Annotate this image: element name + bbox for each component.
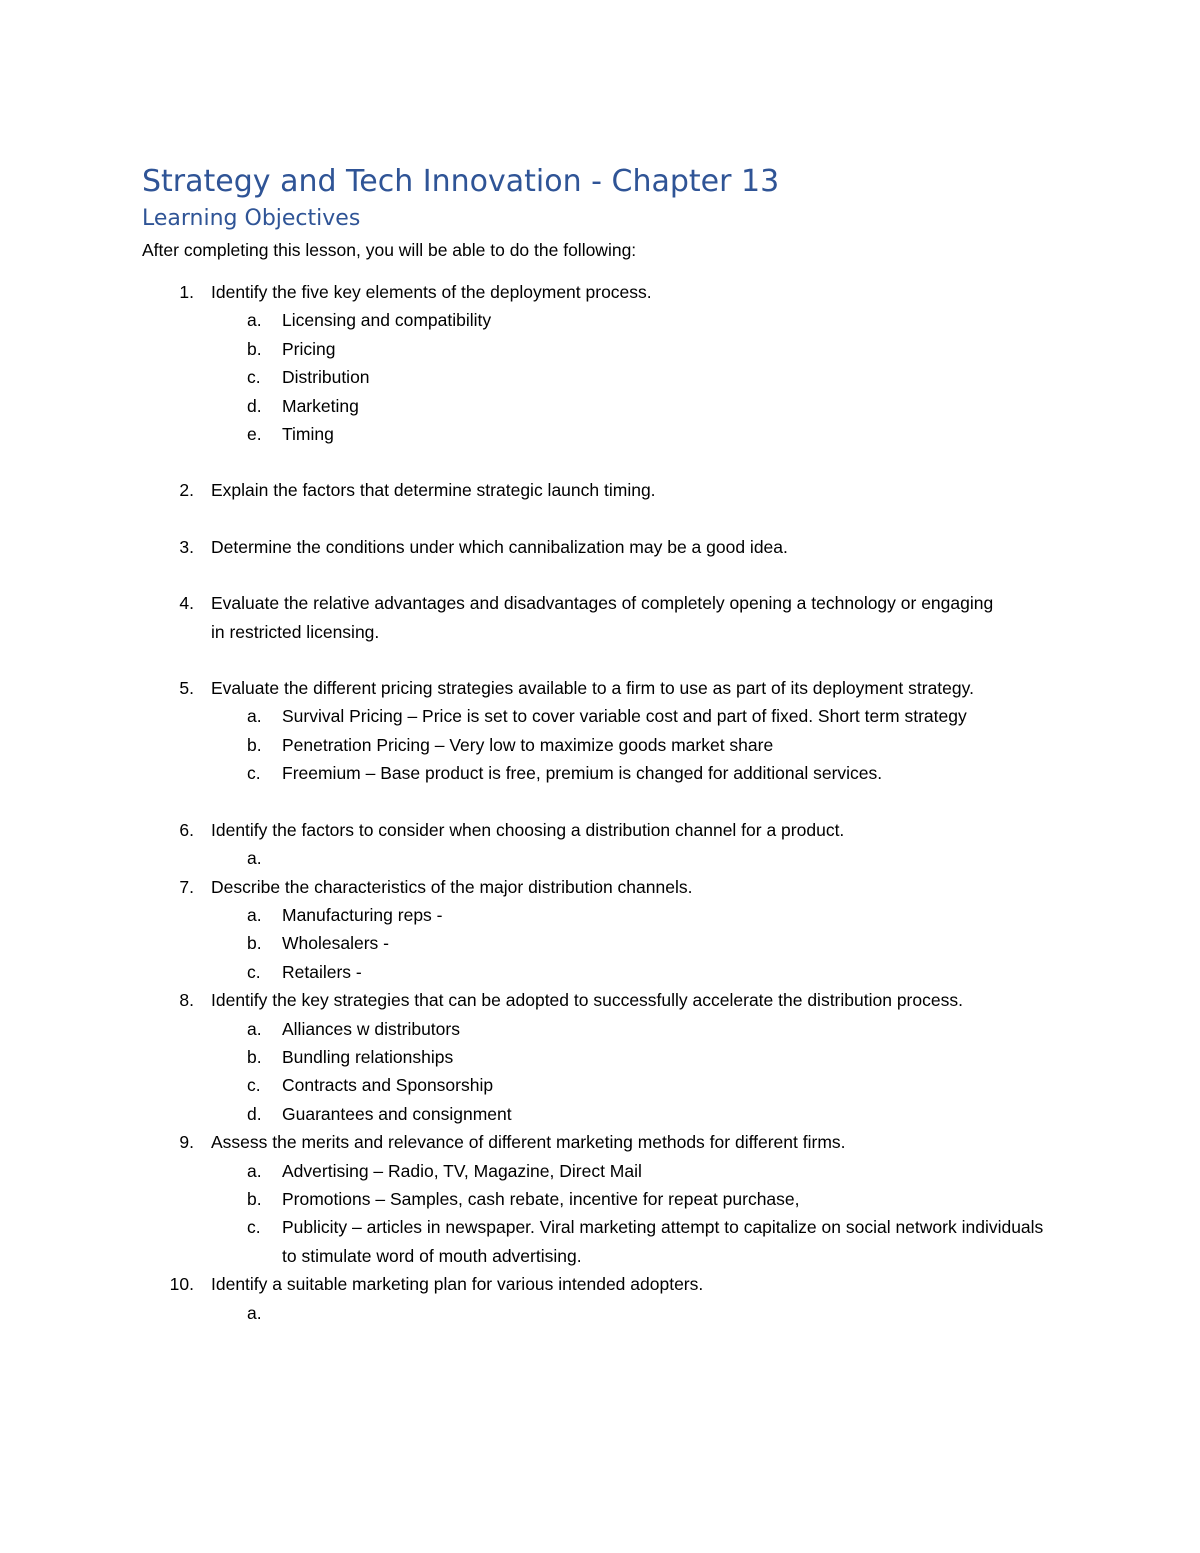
objective-text: Assess the merits and relevance of different marketing methods for different firms. — [211, 1132, 846, 1153]
objective-text: Explain the factors that determine strategic launch timing. — [211, 480, 656, 501]
sub-item — [142, 306, 1062, 334]
sub-text: Marketing — [282, 395, 359, 416]
sub-text: Contracts and Sponsorship — [282, 1075, 494, 1096]
sub-text: Distribution — [282, 367, 370, 388]
sub-item — [142, 363, 1062, 391]
sub-item — [142, 929, 1062, 957]
objective-item-8 — [142, 986, 1062, 1128]
sub-text: Penetration Pricing – Very low to maximize goods market share — [282, 734, 774, 755]
sub-text: Licensing and compatibility — [282, 310, 492, 331]
sub-item — [142, 1299, 1062, 1327]
objective-text: Describe the characteristics of the major distribution channels. — [211, 876, 693, 897]
sub-item — [142, 1213, 1062, 1270]
sub-letter: b. — [247, 1046, 262, 1067]
sub-letter: a. — [247, 1302, 262, 1323]
objective-text: Identify the factors to consider when choosing a distribution channel for a product. — [211, 819, 845, 840]
objective-number: 1. — [179, 282, 194, 302]
sub-text: Bundling relationships — [282, 1046, 454, 1067]
objective-item-5 — [142, 674, 1062, 788]
objective-number: 8. — [179, 990, 194, 1011]
sub-letter: a. — [247, 1160, 262, 1181]
sub-text: Wholesalers - — [282, 933, 389, 954]
objective-item-4 — [142, 589, 1062, 646]
objective-number: 4. — [179, 593, 194, 614]
sub-text: Alliances w distributors — [282, 1018, 460, 1039]
sub-list — [142, 702, 1062, 787]
sub-item — [142, 702, 1062, 730]
intro-text: After completing this lesson, you will be able to do the following: — [142, 240, 637, 260]
sub-item — [142, 759, 1062, 787]
sub-text: Manufacturing reps - — [282, 904, 443, 925]
sub-letter: b. — [247, 734, 262, 755]
sub-item — [142, 844, 1062, 872]
sub-letter: a. — [247, 1018, 262, 1039]
objective-item-9 — [142, 1128, 1062, 1270]
objective-text: Evaluate the relative advantages and disadvantages of completely opening a technology or engaging in restricted licensing. — [211, 593, 994, 642]
sub-text: Publicity – articles in newspaper. Viral marketing attempt to capitalize on social network individuals to stimulate word of mouth advertising. — [282, 1217, 1044, 1266]
sub-letter: c. — [247, 1217, 261, 1238]
sub-letter: a. — [247, 904, 262, 925]
sub-letter: d. — [247, 395, 262, 416]
sub-list — [142, 1015, 1062, 1129]
sub-item — [142, 392, 1062, 420]
sub-letter: c. — [247, 367, 261, 388]
sub-letter: d. — [247, 1103, 262, 1124]
section-heading-learning-objectives: Learning Objectives — [142, 206, 361, 231]
sub-item — [142, 1043, 1062, 1071]
sub-letter: a. — [247, 706, 262, 727]
sub-item — [142, 1185, 1062, 1213]
sub-item — [142, 1015, 1062, 1043]
sub-list — [142, 1157, 1062, 1271]
sub-list — [142, 1299, 1062, 1327]
sub-item — [142, 958, 1062, 986]
sub-list — [142, 844, 1062, 872]
objective-item-2 — [142, 476, 1062, 504]
objective-text: Determine the conditions under which cannibalization may be a good idea. — [211, 536, 788, 557]
sub-text: Freemium – Base product is free, premium is changed for additional services. — [282, 763, 883, 784]
objective-number: 6. — [179, 819, 194, 840]
sub-text: Retailers - — [282, 961, 362, 982]
sub-text: Survival Pricing – Price is set to cover variable cost and part of fixed. Short term strategy — [282, 706, 967, 727]
document-title: Strategy and Tech Innovation - Chapter 13 — [142, 164, 780, 199]
sub-item — [142, 420, 1062, 448]
objective-number: 2. — [179, 480, 194, 501]
objective-number: 5. — [179, 678, 194, 699]
objective-text: Identify a suitable marketing plan for various intended adopters. — [211, 1274, 704, 1295]
sub-item — [142, 731, 1062, 759]
objective-item-7 — [142, 873, 1062, 987]
sub-letter: c. — [247, 1075, 261, 1096]
objective-item-3 — [142, 533, 1062, 561]
sub-letter: a. — [247, 848, 262, 869]
sub-list — [142, 901, 1062, 986]
sub-text: Timing — [282, 424, 334, 445]
sub-letter: b. — [247, 338, 262, 359]
sub-item — [142, 1100, 1062, 1128]
sub-text: Pricing — [282, 338, 336, 359]
objective-number: 3. — [179, 536, 194, 557]
objectives-list — [142, 278, 1062, 1327]
sub-item — [142, 335, 1062, 363]
objective-item-10 — [142, 1270, 1062, 1327]
objective-number: 10. — [169, 1274, 194, 1295]
sub-item — [142, 1157, 1062, 1185]
objective-text: Identify the key strategies that can be adopted to successfully accelerate the distribution process. — [211, 990, 963, 1011]
objective-number: 7. — [179, 876, 194, 897]
sub-item — [142, 901, 1062, 929]
sub-letter: b. — [247, 1188, 262, 1209]
sub-item — [142, 1071, 1062, 1099]
document-page — [142, 162, 1062, 1327]
sub-letter: c. — [247, 961, 261, 982]
sub-text: Promotions – Samples, cash rebate, incentive for repeat purchase, — [282, 1188, 800, 1209]
objective-number: 9. — [179, 1132, 194, 1153]
objective-text: Identify the five key elements of the deployment process. — [211, 282, 652, 302]
sub-text: Guarantees and consignment — [282, 1103, 512, 1124]
sub-letter: c. — [247, 763, 261, 784]
objective-item-6 — [142, 816, 1062, 873]
objective-text: Evaluate the different pricing strategies available to a firm to use as part of its deployment strategy. — [211, 678, 974, 699]
objective-item-1 — [142, 278, 1062, 448]
sub-list — [142, 306, 1062, 448]
sub-letter: a. — [247, 310, 262, 331]
sub-letter: b. — [247, 933, 262, 954]
sub-letter: e. — [247, 424, 262, 445]
sub-text: Advertising – Radio, TV, Magazine, Direct Mail — [282, 1160, 642, 1181]
